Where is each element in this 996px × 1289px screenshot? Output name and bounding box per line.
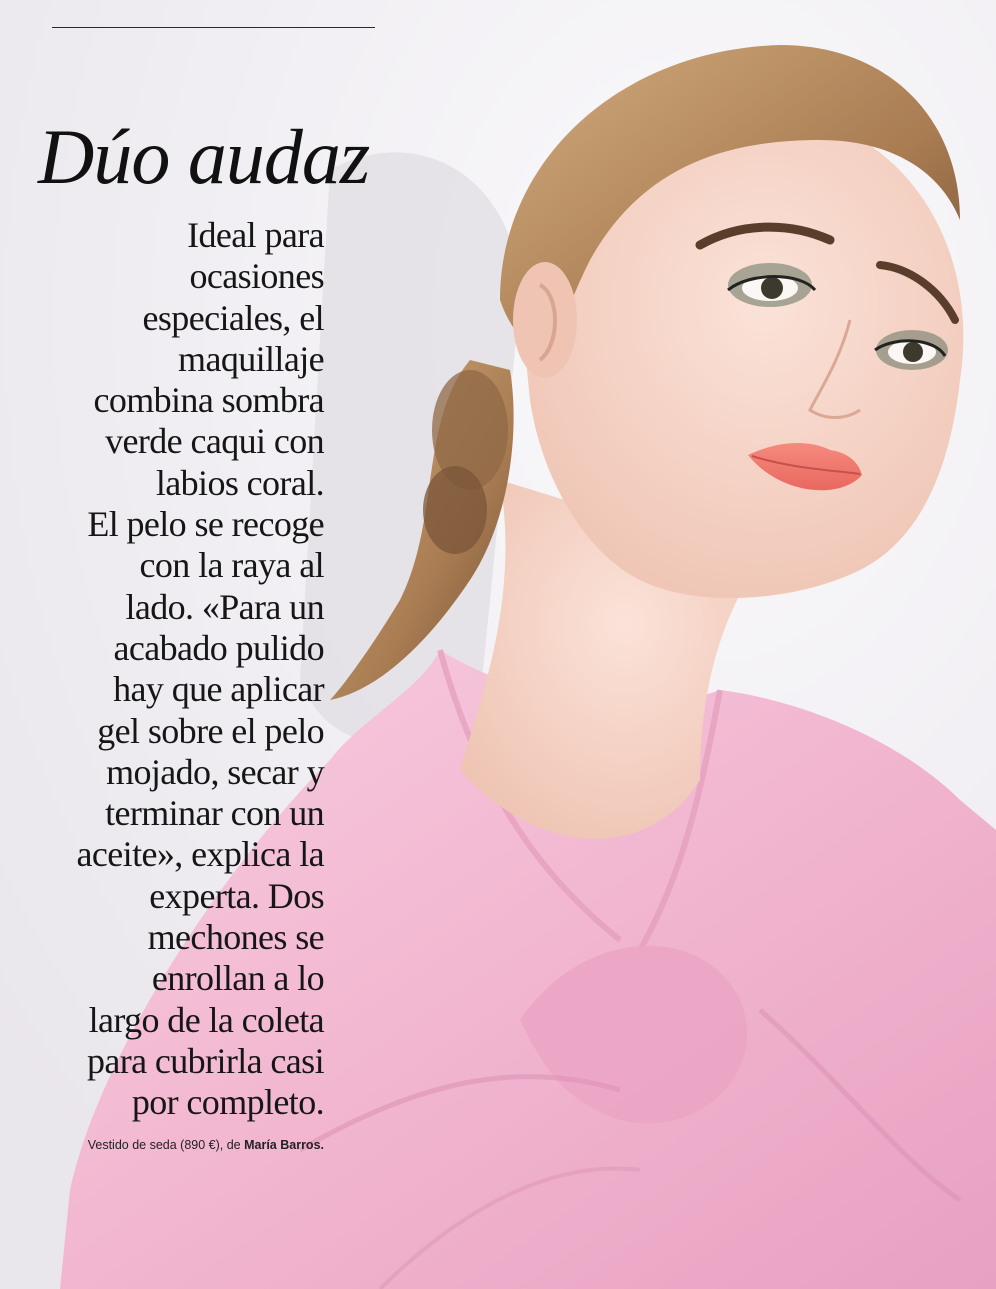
body-line: maquillaje <box>178 338 324 379</box>
body-line: ocasiones <box>189 256 324 297</box>
body-line: labios coral. <box>155 462 324 503</box>
body-line: con la raya al <box>139 545 324 586</box>
body-line: experta. Dos <box>149 875 324 916</box>
body-line: hay que aplicar <box>113 669 324 710</box>
top-rule <box>52 27 375 28</box>
photo-caption <box>30 1138 324 1152</box>
article-body <box>30 215 324 1124</box>
body-line: aceite», explica la <box>76 834 324 875</box>
body-line: gel sobre el pelo <box>97 710 324 751</box>
body-line: mechones se <box>147 917 324 958</box>
body-line: terminar con un <box>105 793 324 834</box>
body-line: combina sombra <box>93 380 324 421</box>
headline: Dúo audaz <box>38 113 370 200</box>
body-line: especiales, el <box>142 297 324 338</box>
caption-brand: María Barros. <box>244 1138 324 1152</box>
body-line: Ideal para <box>187 215 324 255</box>
body-line: para cubrirla casi <box>86 1040 324 1081</box>
body-line: mojado, secar y <box>106 751 324 792</box>
body-line: por completo. <box>131 1082 324 1123</box>
body-line: El pelo se recoge <box>87 504 324 545</box>
body-line: acabado pulido <box>113 627 324 668</box>
body-line: enrollan a lo <box>151 958 324 999</box>
caption-text: Vestido de seda (890 €), de <box>87 1138 245 1152</box>
body-line: verde caqui con <box>105 421 324 462</box>
body-line: largo de la coleta <box>88 999 324 1040</box>
body-line: lado. «Para un <box>125 586 324 627</box>
